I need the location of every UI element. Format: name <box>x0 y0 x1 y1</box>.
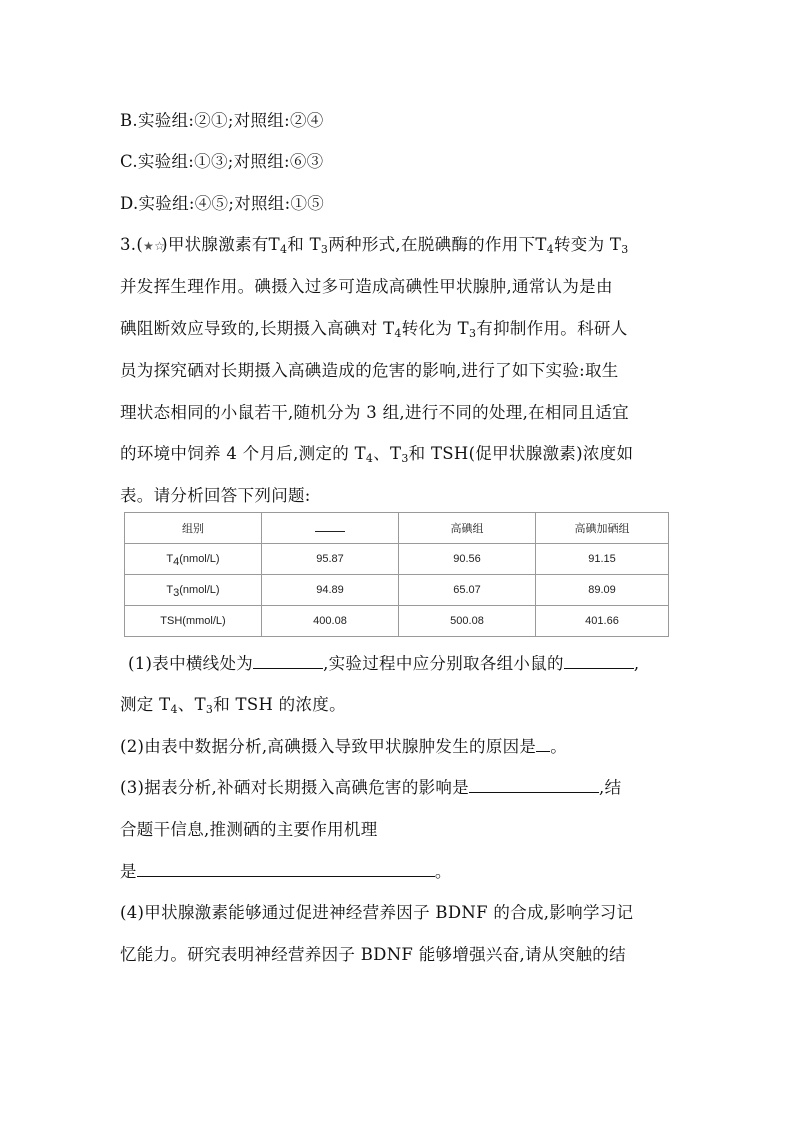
option-c: C.实验组:①③;对照组:⑥③ <box>120 152 324 171</box>
q3-sub4-line-1: (4)甲状腺激素能够通过促进神经营养因子 BDNF 的合成,影响学习记 <box>120 903 634 922</box>
q3-line-1: 3.(★☆)甲状腺激素有$T_4$和 $T_3$两种形式,在脱碘酶的作用下$T_4$转变为 $T_3$ <box>120 235 629 256</box>
answer-blank[interactable] <box>536 737 550 752</box>
table-cell: 89.09 <box>536 575 669 606</box>
row-label: $T_3(nmol/L)$ <box>125 575 262 606</box>
table-header-row <box>125 513 669 544</box>
q3-sub3-line-3: 是 。 <box>120 862 452 881</box>
q3-line-7: 表。请分析回答下列问题: <box>120 486 311 505</box>
table-cell: 400.08 <box>262 606 399 637</box>
table-header: 组别 <box>125 513 262 544</box>
table-header-blank <box>262 513 399 544</box>
table-row <box>125 606 669 637</box>
table-cell: 500.08 <box>399 606 536 637</box>
table-cell: 91.15 <box>536 544 669 575</box>
table-cell: 94.89 <box>262 575 399 606</box>
table-cell: 401.66 <box>536 606 669 637</box>
q3-sub1-line-1: (1)表中横线处为 ,实验过程中应分别取各组小鼠的 , <box>128 654 640 673</box>
q3-sub3-line-2: 合题干信息,推测硒的主要作用机理 <box>120 820 378 839</box>
q3-sub2: (2)由表中数据分析,高碘摄入导致甲状腺肿发生的原因是 。 <box>120 737 568 756</box>
table-cell: 90.56 <box>399 544 536 575</box>
option-d: D.实验组:④⑤;对照组:①⑤ <box>120 194 325 213</box>
q3-line-6: 的环境中饲养 4 个月后,测定的 $T_4$、$T_3$和 TSH(促甲状腺激素)浓度如 <box>120 444 634 465</box>
table-header: 高碘加硒组 <box>536 513 669 544</box>
star-icon: ★☆ <box>143 239 166 253</box>
option-b: B.实验组:②①;对照组:②④ <box>120 111 324 130</box>
q3-sub1-line-2: 测定 $T_4$、$T_3$和 TSH 的浓度。 <box>120 695 346 716</box>
q3-line-3: 碘阻断效应导致的,长期摄入高碘对 $T_4$转化为 $T_3$有抑制作用。科研人 <box>120 319 628 340</box>
table-cell: 95.87 <box>262 544 399 575</box>
q3-line-5: 理状态相同的小鼠若干,随机分为 3 组,进行不同的处理,在相同且适宜 <box>120 403 629 422</box>
table-header: 高碘组 <box>399 513 536 544</box>
answer-blank[interactable] <box>137 862 435 877</box>
answer-blank[interactable] <box>564 654 634 669</box>
answer-blank[interactable] <box>253 654 323 669</box>
q3-line-4: 员为探究硒对长期摄入高碘造成的危害的影响,进行了如下实验:取生 <box>120 361 619 380</box>
row-label: $T_4(nmol/L)$ <box>125 544 262 575</box>
q3-number: 3.( <box>120 235 144 254</box>
table-row <box>125 544 669 575</box>
q3-sub3-line-1: (3)据表分析,补硒对长期摄入高碘危害的影响是 ,结 <box>120 778 622 797</box>
table-row <box>125 575 669 606</box>
answer-blank[interactable] <box>469 778 599 793</box>
row-label: TSH(mmol/L) <box>125 606 262 637</box>
q3-line-2: 并发挥生理作用。碘摄入过多可造成高碘性甲状腺肿,通常认为是由 <box>120 277 613 296</box>
table-cell: 65.07 <box>399 575 536 606</box>
q3-sub4-line-2: 忆能力。研究表明神经营养因子 BDNF 能够增强兴奋,请从突触的结 <box>120 945 626 964</box>
data-table <box>124 512 669 637</box>
